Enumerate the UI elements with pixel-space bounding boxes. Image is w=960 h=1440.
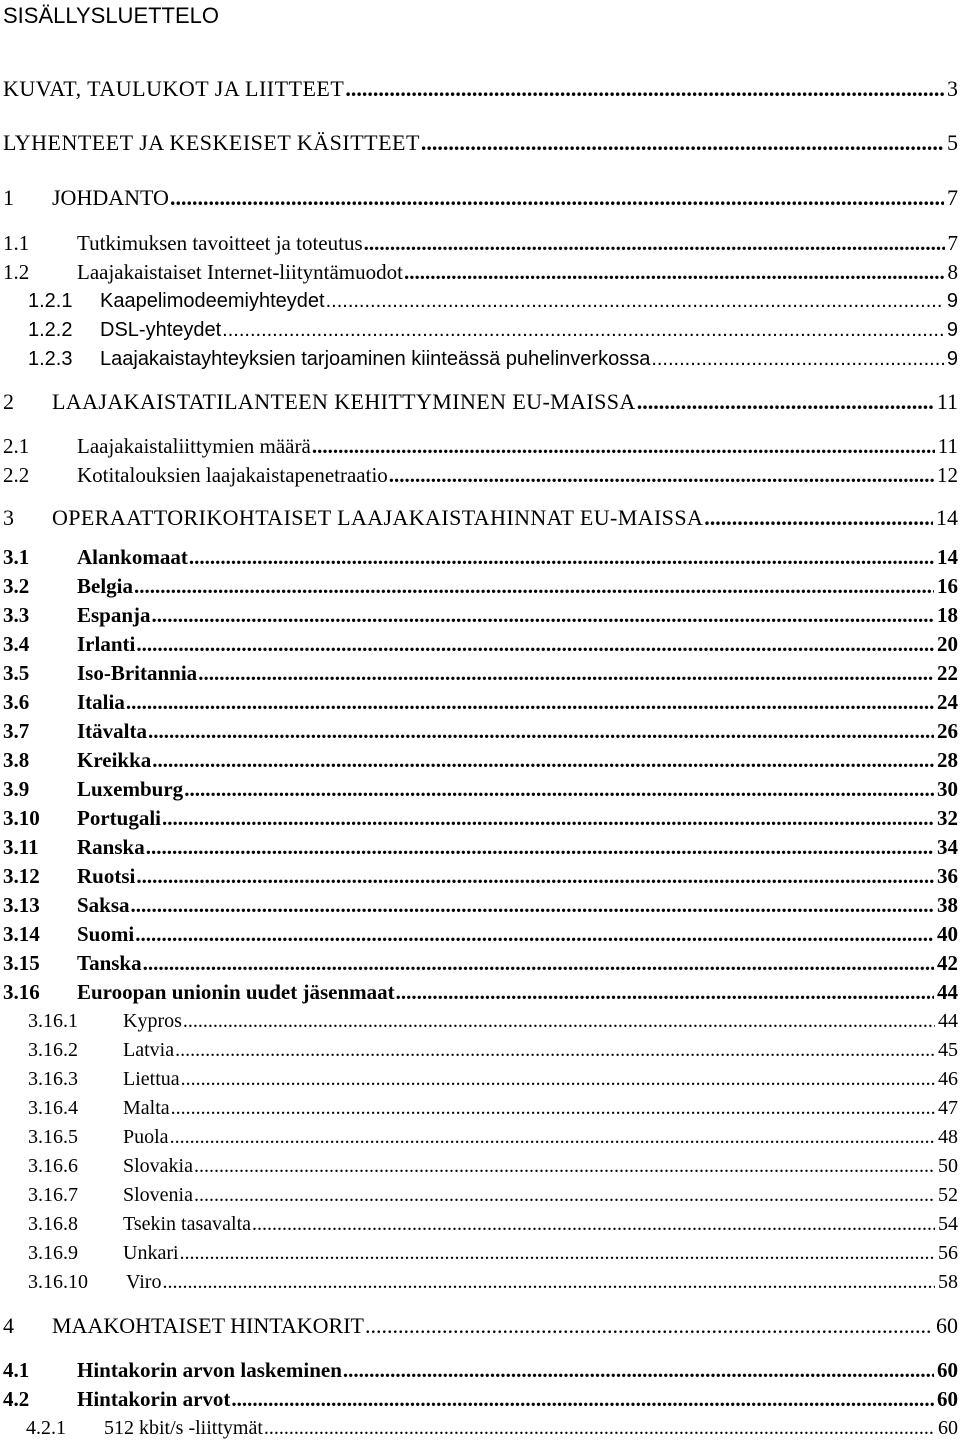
toc-leader <box>651 349 944 370</box>
toc-entry-number: 3.16.4 <box>28 1097 78 1119</box>
toc-entry-number: 1.2.1 <box>28 290 73 312</box>
toc-entry[interactable] <box>0 596 960 626</box>
toc-page-number: 56 <box>938 1242 958 1264</box>
toc-page-number: 9 <box>946 290 958 312</box>
toc-page-number: 36 <box>937 863 958 888</box>
toc-entry-number: 4 <box>3 1312 14 1338</box>
toc-entry-text: Malta <box>123 1097 170 1119</box>
toc-leader <box>131 894 934 916</box>
toc-entry[interactable] <box>0 1118 960 1148</box>
toc-entry-text: KUVAT, TAULUKOT JA LIITTEET <box>3 75 345 101</box>
toc-entry[interactable] <box>0 857 960 887</box>
toc-entry[interactable] <box>0 456 960 486</box>
toc-page-number: 34 <box>937 834 958 859</box>
toc-page-number: 20 <box>937 631 958 656</box>
toc-entry-text: Belgia <box>77 573 133 598</box>
toc-entry-text: Italia <box>77 689 125 714</box>
toc-entry-text: Puola <box>123 1126 169 1148</box>
toc-entry-number: 3.12 <box>3 863 40 888</box>
toc-entry[interactable] <box>0 499 960 529</box>
toc-leader <box>126 691 934 713</box>
toc-page-number: 18 <box>937 602 958 627</box>
toc-entry[interactable] <box>0 886 960 916</box>
toc-leader <box>222 320 944 341</box>
toc-entry-text: Hintakorin arvon laskeminen <box>77 1357 342 1382</box>
toc-entry-text: Kypros <box>123 1010 182 1032</box>
toc-entry-number: 3.16.5 <box>28 1126 78 1148</box>
toc-leader <box>136 633 934 655</box>
toc-entry-number: 3.5 <box>3 660 30 685</box>
toc-page-number: 60 <box>936 1312 958 1338</box>
toc-leader <box>171 1098 935 1119</box>
toc-entry-text: LYHENTEET JA KESKEISET KÄSITTEET <box>3 129 420 155</box>
toc-entry[interactable] <box>0 712 960 742</box>
toc-page-number: 16 <box>937 573 958 598</box>
toc-page-number: 7 <box>947 184 958 210</box>
toc-entry-text: Iso-Britannia <box>77 660 198 685</box>
toc-entry-number: 1 <box>3 184 14 210</box>
toc-page-number: 5 <box>947 129 958 155</box>
toc-page-number: 11 <box>937 433 958 458</box>
toc-page-number: 58 <box>938 1271 958 1293</box>
toc-page-number: 11 <box>936 388 958 414</box>
toc-page-number: 9 <box>946 319 958 341</box>
toc-page-number: 24 <box>937 689 958 714</box>
toc-entry[interactable] <box>0 799 960 829</box>
toc-page-number: 14 <box>936 504 958 530</box>
toc-entry-number: 3.16.1 <box>28 1010 78 1032</box>
toc-page-number: 44 <box>937 979 958 1004</box>
toc-entry[interactable] <box>0 70 960 100</box>
toc-leader <box>389 464 934 486</box>
toc-leader <box>184 778 934 800</box>
toc-entry[interactable] <box>0 1234 960 1264</box>
toc-leader <box>183 1011 935 1032</box>
toc-entry[interactable] <box>0 1060 960 1090</box>
toc-page-number: 3 <box>947 75 958 101</box>
toc-entry[interactable] <box>0 1380 960 1410</box>
toc-entry-number: 3.6 <box>3 689 30 714</box>
toc-leader <box>146 836 934 858</box>
toc-entry-text: Tsekin tasavalta <box>123 1213 251 1235</box>
toc-entry[interactable] <box>0 1205 960 1235</box>
toc-entry[interactable] <box>0 1263 960 1293</box>
toc-entry[interactable] <box>0 625 960 655</box>
toc-entry-text: Viro <box>126 1271 162 1293</box>
toc-entry[interactable] <box>0 828 960 858</box>
toc-entry[interactable] <box>0 1307 960 1337</box>
toc-leader <box>312 435 935 457</box>
toc-leader <box>134 575 934 597</box>
toc-page-number: 8 <box>947 259 958 284</box>
toc-entry-text: Tutkimuksen tavoitteet ja toteutus <box>77 230 363 255</box>
toc-entry-text: Saksa <box>77 892 130 917</box>
toc-page-number: 12 <box>937 462 958 487</box>
toc-entry[interactable] <box>0 1031 960 1061</box>
toc-entry[interactable] <box>0 282 960 312</box>
toc-entry-text: Laajakaistaliittymien määrä <box>77 433 311 458</box>
toc-entry-number: 3.1 <box>3 544 30 569</box>
toc-page-number: 30 <box>937 776 958 801</box>
toc-page-number: 54 <box>938 1213 958 1235</box>
toc-leader <box>326 291 944 312</box>
toc-entry[interactable] <box>0 770 960 800</box>
toc-entry[interactable] <box>0 253 960 283</box>
toc-entry[interactable] <box>0 383 960 413</box>
toc-entry-text: Itävalta <box>77 718 147 743</box>
toc-entry-text: Tanska <box>77 950 142 975</box>
toc-entry-number: 3.16.3 <box>28 1068 78 1090</box>
toc-entry-number: 3.13 <box>3 892 40 917</box>
toc-entry-number: 3.7 <box>3 718 30 743</box>
toc-entry-number: 3.16.7 <box>28 1184 78 1206</box>
toc-page-number: 52 <box>938 1184 958 1206</box>
toc-entry[interactable] <box>0 654 960 684</box>
toc-leader <box>231 1388 934 1410</box>
toc-entry-number: 1.2.3 <box>28 348 73 370</box>
toc-page-number: 42 <box>937 950 958 975</box>
toc-page-number: 14 <box>937 544 958 569</box>
toc-entry-text: Latvia <box>123 1039 175 1061</box>
toc-page-number: 9 <box>946 348 958 370</box>
toc-entry[interactable] <box>0 1089 960 1119</box>
toc-entry-number: 3.16.9 <box>28 1242 78 1264</box>
toc-entry[interactable] <box>0 1147 960 1177</box>
toc-leader <box>345 77 944 100</box>
toc-leader <box>704 506 933 529</box>
toc-leader <box>136 865 934 887</box>
toc-entry-number: 3 <box>3 504 14 530</box>
toc-entry-number: 2.2 <box>3 462 30 487</box>
toc-leader <box>365 1314 933 1337</box>
toc-page-number: 60 <box>937 1357 958 1382</box>
toc-entry-text: Kaapelimodeemiyhteydet <box>100 290 325 312</box>
toc-leader <box>152 749 934 771</box>
toc-entry-number: 3.16.10 <box>28 1271 88 1293</box>
toc-leader <box>175 1040 935 1061</box>
toc-leader <box>170 1127 935 1148</box>
toc-leader <box>198 662 934 684</box>
toc-leader <box>343 1359 934 1381</box>
toc-entry[interactable] <box>0 944 960 974</box>
toc-entry[interactable] <box>0 538 960 568</box>
toc-entry-number: 3.9 <box>3 776 30 801</box>
toc-leader <box>194 1156 935 1177</box>
toc-entry[interactable] <box>0 124 960 154</box>
toc-page-number: 60 <box>938 1417 958 1439</box>
toc-entry-number: 3.16 <box>3 979 40 1004</box>
toc-entry-text: Suomi <box>77 921 135 946</box>
toc-leader <box>148 720 934 742</box>
toc-entry-text: Irlanti <box>77 631 136 656</box>
page-title: SISÄLLYSLUETTELO <box>3 3 220 28</box>
toc-leader <box>170 186 944 209</box>
toc-entry-number: 1.1 <box>3 230 30 255</box>
toc-entry-text: 512 kbit/s -liittymät <box>104 1417 263 1439</box>
toc-entry-number: 2.1 <box>3 433 30 458</box>
toc-entry[interactable] <box>0 1409 960 1439</box>
toc-entry-text: Euroopan unionin uudet jäsenmaat <box>77 979 395 1004</box>
toc-entry-number: 4.1 <box>3 1357 30 1382</box>
toc-leader <box>396 981 934 1003</box>
toc-leader <box>264 1418 935 1439</box>
toc-entry-number: 3.10 <box>3 805 40 830</box>
toc-entry[interactable] <box>0 224 960 254</box>
toc-entry-text: Liettua <box>123 1068 180 1090</box>
toc-leader <box>143 952 934 974</box>
toc-entry[interactable] <box>0 915 960 945</box>
toc-page-number: 28 <box>937 747 958 772</box>
toc-page-number: 40 <box>937 921 958 946</box>
toc-entry-text: JOHDANTO <box>52 184 169 210</box>
toc-leader <box>162 1272 935 1293</box>
toc-entry-text: Slovenia <box>123 1184 193 1206</box>
toc-page-number: 32 <box>937 805 958 830</box>
toc-entry-number: 1.2.2 <box>28 319 73 341</box>
toc-page-number: 50 <box>938 1155 958 1177</box>
toc-leader <box>364 232 945 254</box>
toc-entry-number: 3.3 <box>3 602 30 627</box>
toc-entry-text: DSL-yhteydet <box>100 319 222 341</box>
toc-entry-number: 3.16.2 <box>28 1039 78 1061</box>
toc-entry-number: 3.16.6 <box>28 1155 78 1177</box>
toc-entry-number: 4.2.1 <box>26 1417 66 1439</box>
toc-entry-number: 3.2 <box>3 573 30 598</box>
toc-entry[interactable] <box>0 973 960 1003</box>
toc-leader <box>637 390 934 413</box>
toc-leader <box>404 261 945 283</box>
toc-entry-text: Espanja <box>77 602 151 627</box>
toc-entry-text: Laajakaistayhteyksien tarjoaminen kiinteässä puhelinverkossa <box>100 348 651 370</box>
toc-entry[interactable] <box>0 311 960 341</box>
toc-entry[interactable] <box>0 179 960 209</box>
toc-entry-text: Ranska <box>77 834 145 859</box>
toc-entry-text: Kotitalouksien laajakaistapenetraatio <box>77 462 388 487</box>
toc-page-number: 44 <box>938 1010 958 1032</box>
toc-entry-number: 3.8 <box>3 747 30 772</box>
toc-leader <box>135 923 934 945</box>
toc-leader <box>421 131 944 154</box>
toc-leader <box>252 1214 935 1235</box>
toc-entry[interactable] <box>0 1176 960 1206</box>
toc-entry-text: Hintakorin arvot <box>77 1386 231 1411</box>
toc-entry[interactable] <box>0 1002 960 1032</box>
toc-leader <box>180 1243 935 1264</box>
toc-entry-text: Luxemburg <box>77 776 184 801</box>
toc-page-number: 22 <box>937 660 958 685</box>
toc-page-number: 46 <box>938 1068 958 1090</box>
toc-entry-text: OPERAATTORIKOHTAISET LAAJAKAISTAHINNAT EU-MAISSA <box>52 504 704 530</box>
toc-leader <box>162 807 934 829</box>
toc-page-number: 26 <box>937 718 958 743</box>
toc-leader <box>152 604 934 626</box>
toc-entry-text: Kreikka <box>77 747 152 772</box>
toc-page-number: 38 <box>937 892 958 917</box>
toc-entry-number: 3.15 <box>3 950 40 975</box>
toc-entry-number: 3.11 <box>3 834 39 859</box>
toc-page-number: 47 <box>938 1097 958 1119</box>
toc-entry[interactable] <box>0 683 960 713</box>
toc-entry-number: 2 <box>3 388 14 414</box>
toc-entry-number: 3.14 <box>3 921 40 946</box>
toc-entry-text: LAAJAKAISTATILANTEEN KEHITTYMINEN EU-MAISSA <box>52 388 636 414</box>
toc-entry-number: 3.16.8 <box>28 1213 78 1235</box>
toc-page-number: 45 <box>938 1039 958 1061</box>
toc-entry-text: Alankomaat <box>77 544 188 569</box>
toc-entry[interactable] <box>0 427 960 457</box>
toc-leader <box>181 1069 935 1090</box>
toc-entry-text: Portugali <box>77 805 161 830</box>
toc-entry-number: 4.2 <box>3 1386 30 1411</box>
toc-entry-number: 3.4 <box>3 631 30 656</box>
toc-entry-text: Unkari <box>123 1242 179 1264</box>
toc-leader <box>189 546 934 568</box>
toc-entry-number: 1.2 <box>3 259 30 284</box>
toc-entry[interactable] <box>0 567 960 597</box>
toc-leader <box>194 1185 935 1206</box>
toc-entry[interactable] <box>0 1351 960 1381</box>
toc-entry-text: Laajakaistaiset Internet-liityntämuodot <box>77 259 403 284</box>
toc-page-number: 60 <box>937 1386 958 1411</box>
toc-entry[interactable] <box>0 741 960 771</box>
toc-page-number: 48 <box>938 1126 958 1148</box>
toc-entry-text: Ruotsi <box>77 863 136 888</box>
toc-entry-text: MAAKOHTAISET HINTAKORIT <box>52 1312 364 1338</box>
toc-entry[interactable] <box>0 340 960 370</box>
toc-entry-text: Slovakia <box>123 1155 193 1177</box>
toc-page-number: 7 <box>947 230 958 255</box>
